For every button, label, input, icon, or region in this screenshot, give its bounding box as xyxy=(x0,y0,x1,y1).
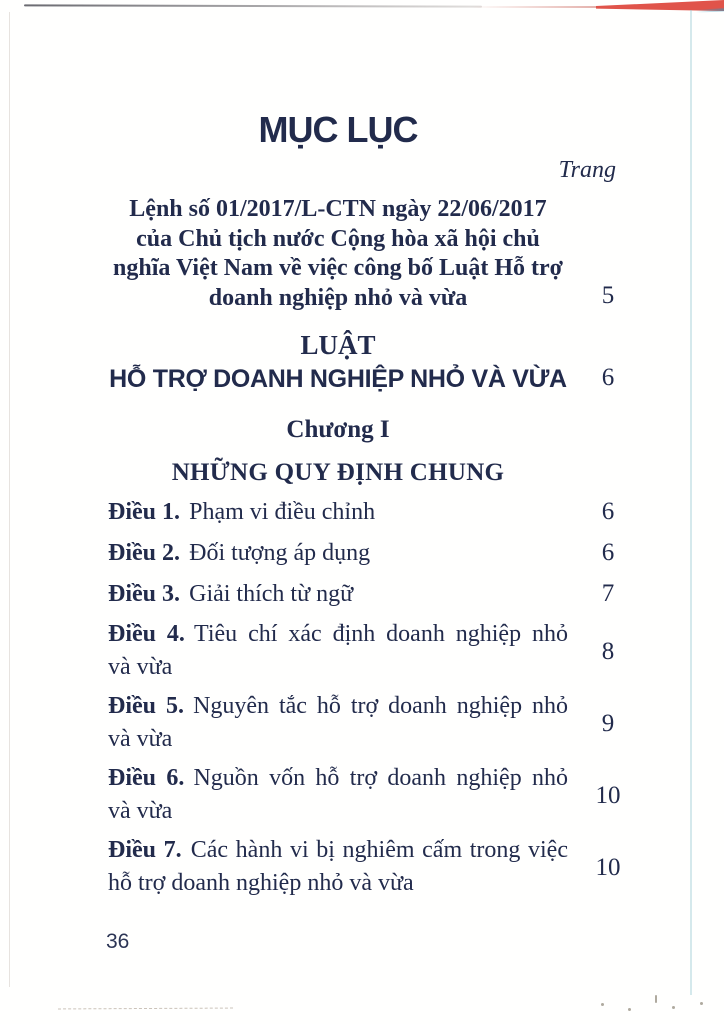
scan-speck xyxy=(700,1002,703,1005)
chapter-number: Chương I xyxy=(286,416,390,443)
toc-entry-article-1 xyxy=(108,495,648,529)
article-text: Các hành vi bị nghiêm cấm trong việc xyxy=(190,837,568,863)
law-page-number: 6 xyxy=(601,364,615,391)
article-label: Điều 4. xyxy=(108,621,185,647)
article-label: Điều 7. xyxy=(108,837,182,863)
toc-entry-article-5 xyxy=(108,690,648,756)
footer-page-number: 36 xyxy=(106,930,130,953)
page-title: MỤC LỤC xyxy=(258,109,418,150)
article-title-line: và vừa xyxy=(108,798,173,824)
article-page-number: 6 xyxy=(601,498,615,525)
article-page-number: 10 xyxy=(595,853,621,881)
toc-entry-article-3 xyxy=(108,577,648,611)
article-title-line xyxy=(108,618,568,651)
toc-entry-article-2 xyxy=(108,536,648,570)
article-text: Phạm vi điều chỉnh xyxy=(189,499,376,525)
chapter-title: NHỮNG QUY ĐỊNH CHUNG xyxy=(171,459,505,486)
scan-speck xyxy=(672,1006,675,1009)
decree-line: nghĩa Việt Nam về việc công bố Luật Hỗ trợ xyxy=(113,255,563,281)
article-title-line: hỗ trợ doanh nghiệp nhỏ và vừa xyxy=(108,870,414,896)
article-title-line xyxy=(108,578,568,611)
decree-line: doanh nghiệp nhỏ và vừa xyxy=(208,284,468,311)
toc-entry-decree xyxy=(108,195,648,313)
toc-content xyxy=(108,0,648,906)
toc-entry-article-4 xyxy=(108,618,648,684)
article-title-line xyxy=(108,496,568,529)
article-title-line xyxy=(108,690,568,723)
scan-speck xyxy=(628,1008,631,1011)
article-page-number: 8 xyxy=(601,637,615,665)
article-text: Nguyên tắc hỗ trợ doanh nghiệp nhỏ xyxy=(193,693,569,719)
article-text: Tiêu chí xác định doanh nghiệp nhỏ xyxy=(194,621,569,647)
scan-artifact-bottom-dash xyxy=(58,1008,233,1010)
page-column-header: Trang xyxy=(558,157,616,183)
article-title-line xyxy=(108,762,568,795)
article-title-line: và vừa xyxy=(108,726,173,752)
article-label: Điều 1. xyxy=(108,499,180,525)
article-title-line: và vừa xyxy=(108,654,173,680)
toc-entry-law xyxy=(108,329,648,397)
article-title-line xyxy=(108,537,568,570)
article-list xyxy=(108,495,648,900)
toc-entry-article-7 xyxy=(108,834,648,900)
article-page-number: 10 xyxy=(595,781,621,809)
decree-text xyxy=(108,195,568,313)
law-title-word: LUẬT xyxy=(300,330,376,360)
law-title-text xyxy=(108,329,568,397)
article-label: Điều 3. xyxy=(108,581,180,607)
decree-line: Lệnh số 01/2017/L-CTN ngày 22/06/2017 xyxy=(129,196,547,222)
decree-line: của Chủ tịch nước Cộng hòa xã hội chủ xyxy=(136,225,540,252)
article-text: Đối tượng áp dụng xyxy=(189,540,371,566)
scan-artifact-right-edge xyxy=(690,10,692,995)
toc-entry-article-6 xyxy=(108,762,648,828)
scan-artifact-corner-teal xyxy=(696,8,724,12)
scan-speck xyxy=(601,1003,604,1006)
law-title-name: HỖ TRỢ DOANH NGHIỆP NHỎ VÀ VỪA xyxy=(109,365,567,393)
article-label: Điều 6. xyxy=(108,765,185,791)
scan-artifact-left-edge xyxy=(9,12,10,987)
article-text: Nguồn vốn hỗ trợ doanh nghiệp nhỏ xyxy=(193,765,569,791)
article-label: Điều 2. xyxy=(108,540,180,566)
article-title-line xyxy=(108,834,568,867)
article-page-number: 9 xyxy=(601,709,615,737)
article-page-number: 6 xyxy=(601,539,615,566)
decree-page-number: 5 xyxy=(601,282,615,309)
article-text: Giải thích từ ngữ xyxy=(189,581,354,607)
scan-speck xyxy=(655,995,657,1003)
article-label: Điều 5. xyxy=(108,693,184,719)
article-page-number: 7 xyxy=(601,580,615,607)
